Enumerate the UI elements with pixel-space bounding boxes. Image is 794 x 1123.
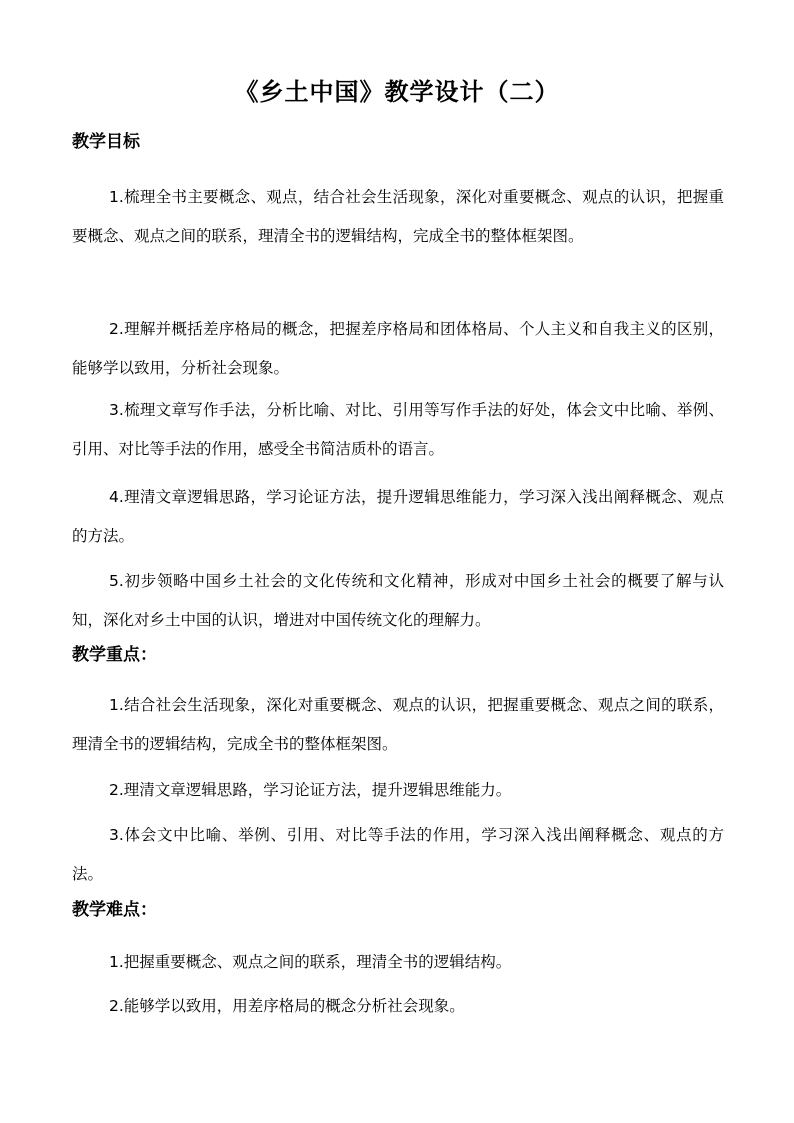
difficulty-item-1: 1.把握重要概念、观点之间的联系，理清全书的逻辑结构。 — [109, 953, 512, 971]
key-point-item-1: 1.结合社会生活现象，深化对重要概念、观点的认识，把握重要概念、观点之间的联系，理清全书的逻辑结构，完成全书的整体框架图。 — [72, 696, 724, 753]
goal-item-1: 1.梳理全书主要概念、观点，结合社会生活现象，深化对重要概念、观点的认识，把握重要概念、观点之间的联系，理清全书的逻辑结构，完成全书的整体框架图。 — [72, 188, 724, 245]
key-point-item-3: 3.体会文中比喻、举例、引用、对比等手法的作用，学习深入浅出阐释概念、观点的方法。 — [72, 826, 724, 883]
goal-item-5: 5.初步领略中国乡土社会的文化传统和文化精神，形成对中国乡土社会的概要了解与认知，深化对乡土中国的认识，增进对中国传统文化的理解力。 — [72, 572, 724, 629]
goal-item-2: 2.理解并概括差序格局的概念，把握差序格局和团体格局、个人主义和自我主义的区别，能够学以致用，分析社会现象。 — [72, 320, 724, 377]
section-heading-key-points: 教学重点： — [72, 645, 157, 665]
goal-item-4: 4.理清文章逻辑思路，学习论证方法，提升逻辑思维能力，学习深入浅出阐释概念、观点的方法。 — [72, 488, 724, 545]
key-point-item-2: 2.理清文章逻辑思路，学习论证方法，提升逻辑思维能力。 — [109, 781, 512, 799]
section-heading-teaching-goals: 教学目标 — [72, 132, 140, 152]
difficulty-item-2: 2.能够学以致用，用差序格局的概念分析社会现象。 — [109, 997, 465, 1015]
section-heading-difficulties: 教学难点： — [72, 900, 157, 920]
goal-item-3: 3.梳理文章写作手法，分析比喻、对比、引用等写作手法的好处，体会文中比喻、举例、引用、对比等手法的作用，感受全书简洁质朴的语言。 — [72, 401, 724, 458]
document-title: 《乡土中国》教学设计（二） — [234, 78, 560, 106]
